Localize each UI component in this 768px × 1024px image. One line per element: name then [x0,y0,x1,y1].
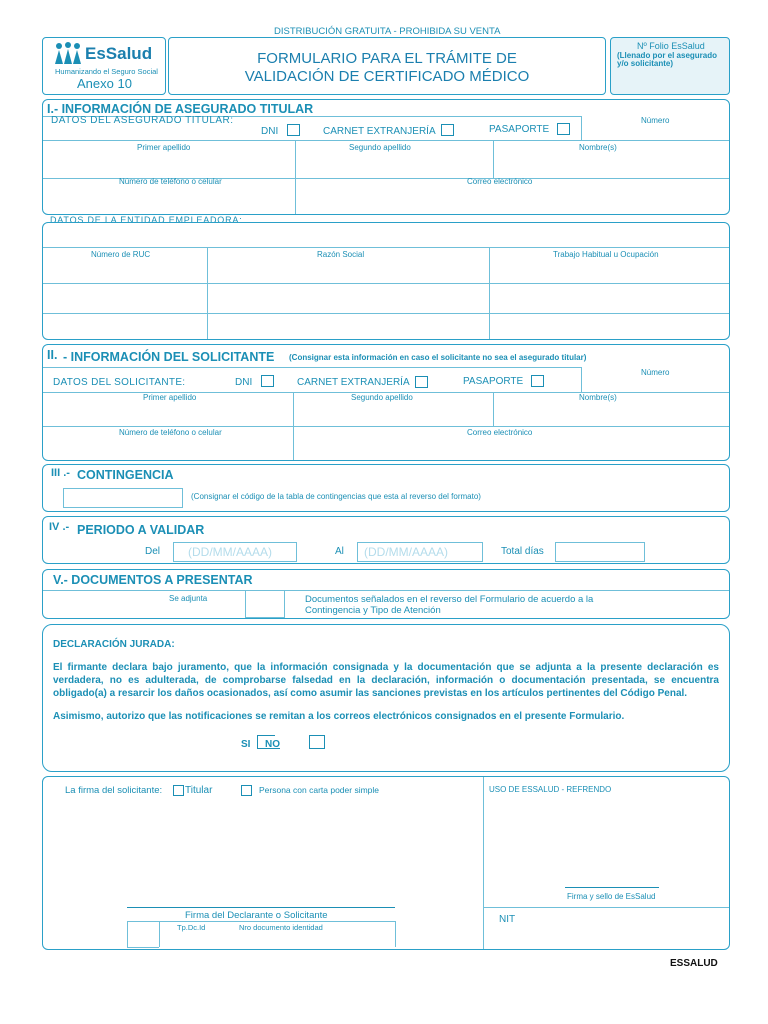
firma-box [42,776,730,950]
section-3-note: (Consignar el código de la tabla de contingencias que esta al reverso del formato) [191,492,481,501]
section-3-num: III .- [51,467,70,479]
section-3-box [42,464,730,512]
segundo-apellido-label-2: Segundo apellido [351,393,413,402]
title-line-1: FORMULARIO PARA EL TRÁMITE DE [257,50,517,67]
fecha-hasta-placeholder: (DD/MM/AAAA) [364,545,448,559]
tp-doc-label: Tp.Dc.Id [177,923,206,932]
section-5-heading: V.- DOCUMENTOS A PRESENTAR [53,573,253,587]
no-checkbox[interactable] [309,735,325,749]
essalud-logo-icon [53,42,89,64]
firma-sello-label: Firma y sello de EsSalud [567,892,656,901]
primer-apellido-label-2: Primer apellido [143,393,197,402]
distribution-notice: DISTRIBUCIÓN GRATUITA - PROHIBIDA SU VENTA [274,26,501,37]
section-2-note: (Consignar esta información en caso el solicitante no sea el asegurado titular) [289,353,587,362]
footer-brand: ESSALUD [670,958,718,969]
nombres-label-2: Nombre(s) [579,393,617,402]
folio-note-2: y/o solicitante) [617,59,674,68]
firma-label: La firma del solicitante: [65,785,163,796]
fecha-desde-input[interactable] [173,542,297,562]
dni-checkbox[interactable] [287,124,300,136]
fecha-hasta-input[interactable] [357,542,483,562]
titular-label: Titular [185,785,213,796]
section-2-heading: - INFORMACIÓN DEL SOLICITANTE [63,350,275,364]
si-label: SI [241,739,251,750]
nro-doc-label: Nro documento identidad [239,923,323,932]
pasaporte-label: PASAPORTE [489,124,550,135]
logo-box [42,37,166,95]
title-box [168,37,606,95]
folio-box[interactable] [610,37,730,95]
declaracion-text-2: Asimismo, autorizo que las notificaciones se remitan a los correos electrónicos consignados en el presente Formulario. [53,711,625,722]
section-2-num: II. [47,348,58,362]
docs-line-2: Contingencia y Tipo de Atención [305,605,441,616]
trabajo-label: Trabajo Habitual u Ocupación [553,250,659,259]
numero-label[interactable]: Número [641,116,670,125]
carnet-checkbox[interactable] [441,124,454,136]
se-adjunta-label: Se adjunta [169,594,208,603]
section-1-subheading: DATOS DEL ASEGURADO TITULAR: [51,115,234,126]
section-5-box [42,569,730,619]
ruc-label: Número de RUC [91,250,151,259]
solicitante-subheading: DATOS DEL SOLICITANTE: [53,377,186,388]
firma-declarante-label: Firma del Declarante o Solicitante [185,910,328,921]
annex-label: Anexo 10 [77,76,132,91]
section-4-heading: PERIODO A VALIDAR [77,523,205,537]
se-adjunta-input[interactable] [245,590,285,618]
section-4-num: IV .- [49,521,70,533]
declaracion-text: El firmante declara bajo juramento, que la información consignada y la documentación que se adjunta a la presente declaración es verdadera, no es adulterada, de comprobarse falsedad en la declaración, información o documentación presentada, se encuentra obligado(a) a resarcir los daños ocasionados, así como asumir las sanciones previstas en los artículos pertinentes del Código Penal. [53,662,719,699]
nit-input[interactable] [527,909,727,929]
al-label: Al [335,546,344,557]
carnet-checkbox-2[interactable] [415,376,428,388]
entidad-box [42,222,730,340]
numero-label-2[interactable]: Número [641,368,670,377]
logo-tagline: Humanizando el Seguro Social [55,67,158,76]
fecha-desde-placeholder: (DD/MM/AAAA) [188,545,272,559]
section-3-heading: CONTINGENCIA [77,468,174,482]
docs-line-1: Documentos señalados en el reverso del Formulario de acuerdo a la [305,594,594,605]
declaracion-heading: DECLARACIÓN JURADA: [53,639,175,650]
primer-apellido-label: Primer apellido [137,143,191,152]
nit-label: NIT [499,914,516,925]
entidad-heading: DATOS DE LA ENTIDAD EMPLEADORA: [50,215,243,225]
pasaporte-checkbox-2[interactable] [531,375,544,387]
declaracion-box [42,624,730,772]
nombres-label: Nombre(s) [579,143,617,152]
folio-note-1: (Llenado por el asegurado [617,51,718,60]
telefono-label: Número de teléfono o celular [119,177,222,186]
carnet-label: CARNET EXTRANJERÍA [323,126,436,137]
del-label: Del [145,546,161,557]
persona-checkbox[interactable] [241,785,252,796]
segundo-apellido-label: Segundo apellido [349,143,411,152]
dni-label-2: DNI [235,377,253,388]
razon-social-label: Razón Social [317,250,365,259]
pasaporte-checkbox[interactable] [557,123,570,135]
telefono-label-2: Número de teléfono o celular [119,428,222,437]
contingencia-input[interactable] [63,488,183,508]
section-2-box [42,344,730,461]
total-dias-input[interactable] [555,542,645,562]
dni-checkbox-2[interactable] [261,375,274,387]
section-1-heading: I.- INFORMACIÓN DE ASEGURADO TITULAR [47,102,314,116]
correo-label-2: Correo electrónico [467,428,533,437]
total-dias-label: Total días [501,546,544,557]
logo-brand: EsSalud [85,44,153,63]
persona-label: Persona con carta poder simple [259,785,380,795]
titular-checkbox[interactable] [173,785,184,796]
correo-label: Correo electrónico [467,177,533,186]
uso-essalud-label: USO DE ESSALUD - REFRENDO [489,785,612,794]
dni-label: DNI [261,126,279,137]
pasaporte-label-2: PASAPORTE [463,376,524,387]
title-line-2: VALIDACIÓN DE CERTIFICADO MÉDICO [244,68,530,85]
section-4-box [42,516,730,564]
section-1-box [42,99,730,215]
folio-title: Nº Folio EsSalud [637,41,705,51]
no-label: NO [265,739,280,750]
carnet-label-2: CARNET EXTRANJERÍA [297,377,410,388]
